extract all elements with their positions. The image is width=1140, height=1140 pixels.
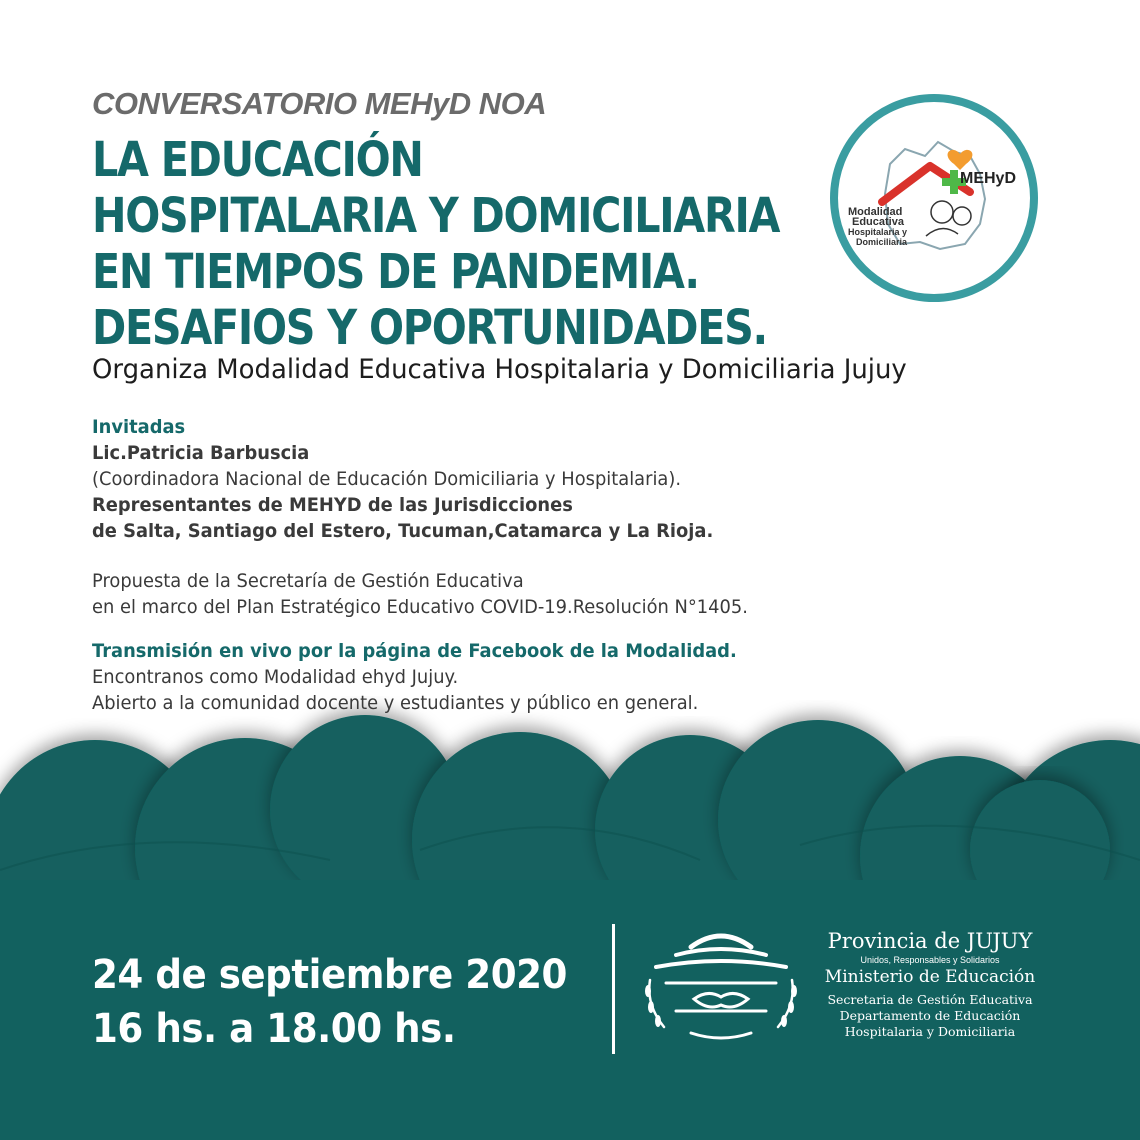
proposal-section — [92, 568, 748, 620]
proposal-line: en el marco del Plan Estratégico Educativo COVID-19.Resolución N°1405. — [92, 596, 748, 618]
divider — [612, 924, 615, 1054]
logo-text-line: Hospitalaria y — [848, 227, 908, 237]
event-time: 16 hs. a 18.00 hs. — [92, 1006, 456, 1052]
mehyd-logo-art — [830, 94, 1038, 302]
event-date: 24 de septiembre 2020 — [92, 952, 567, 998]
logo-text-line: Domiciliaria — [856, 237, 908, 247]
guests-section — [92, 414, 713, 544]
organizer-text: Organiza Modalidad Educativa Hospitalaria y Domiciliaria Jujuy — [92, 354, 907, 385]
province-motto: Unidos, Responsables y Solidarios — [860, 955, 1000, 965]
province-name: Provincia de JUJUY — [827, 929, 1033, 953]
main-title — [92, 132, 779, 356]
proposal-line: Propuesta de la Secretaría de Gestión Educativa — [92, 570, 524, 592]
department-line: Departamento de Educación — [839, 1008, 1021, 1023]
logo-text-line: Modalidad — [848, 206, 903, 218]
broadcast-section — [92, 638, 737, 716]
broadcast-line: Abierto a la comunidad docente y estudiantes y público en general. — [92, 692, 699, 714]
logo-text — [848, 207, 907, 247]
department-line: Hospitalaria y Domiciliaria — [844, 1024, 1016, 1039]
event-datetime — [92, 948, 567, 1056]
government-credits — [800, 928, 1060, 1040]
logo-text-line: Educativa — [852, 216, 904, 228]
title-line: EN TIEMPOS DE PANDEMIA. — [92, 244, 699, 300]
jujuy-emblem-icon — [636, 925, 806, 1050]
secretariat-name: Secretaria de Gestión Educativa — [827, 992, 1033, 1007]
guest-name: Lic.Patricia Barbuscia — [92, 442, 310, 464]
representatives-line: de Salta, Santiago del Estero, Tucuman,Catamarca y La Rioja. — [92, 520, 714, 542]
kicker-title: CONVERSATORIO MEHyD NOA — [92, 86, 547, 121]
broadcast-line: Encontranos como Modalidad ehyd Jujuy. — [92, 666, 459, 688]
broadcast-heading: Transmisión en vivo por la página de Facebook de la Modalidad. — [92, 640, 737, 662]
logo-brand: MEHyD — [960, 170, 1017, 187]
title-line: HOSPITALARIA Y DOMICILIARIA — [92, 188, 780, 244]
ministry-name: Ministerio de Educación — [824, 967, 1036, 987]
guests-heading: Invitadas — [92, 416, 186, 438]
representatives-line: Representantes de MEHYD de las Jurisdicciones — [92, 494, 573, 516]
title-line: DESAFIOS Y OPORTUNIDADES. — [92, 300, 767, 356]
title-line: LA EDUCACIÓN — [92, 132, 423, 188]
guest-role: (Coordinadora Nacional de Educación Domiciliaria y Hospitalaria). — [92, 468, 682, 490]
